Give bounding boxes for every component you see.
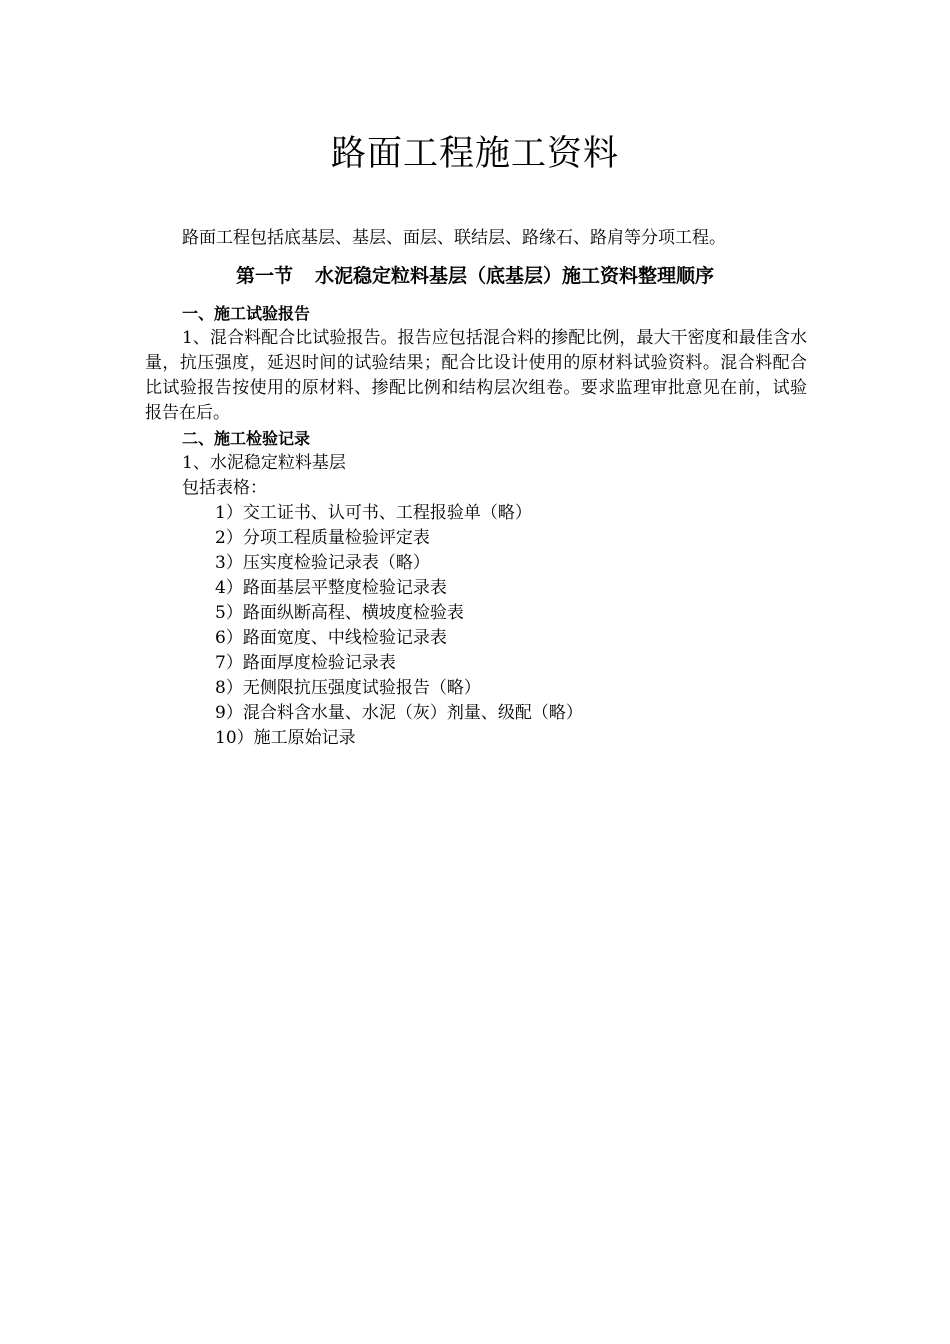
subheading-test-reports: 一、施工试验报告 (182, 304, 311, 323)
list-item: 1）交工证书、认可书、工程报验单（略） (215, 503, 532, 523)
form-list (145, 501, 807, 751)
section-body (145, 301, 807, 751)
list-item: 5）路面纵断高程、横坡度检验表 (215, 603, 464, 623)
list-item: 4）路面基层平整度检验记录表 (215, 578, 447, 598)
list-item: 6）路面宽度、中线检验记录表 (215, 628, 447, 648)
list-item: 3）压实度检验记录表（略） (215, 553, 430, 573)
subheading-inspection-records: 二、施工检验记录 (182, 429, 311, 448)
list-intro: 包括表格： (182, 478, 267, 498)
list-item: 2）分项工程质量检验评定表 (215, 528, 430, 548)
list-item: 7）路面厚度检验记录表 (215, 653, 396, 673)
list-item: 10）施工原始记录 (215, 728, 356, 748)
section-number: 第一节 (235, 265, 293, 287)
list-item: 8）无侧限抗压强度试验报告（略） (215, 678, 481, 698)
section-heading (0, 262, 950, 290)
test-report-paragraph: 1、混合料配合比试验报告。报告应包括混合料的掺配比例，最大干密度和最佳含水量，抗压强度，延迟时间的试验结果；配合比设计使用的原材料试验资料。混合料配合比试验报告按使用的原材料、掺配比例和结构层次组卷。要求监理审批意见在前，试验报告在后。 (145, 328, 807, 423)
intro-paragraph: 路面工程包括底基层、基层、面层、联结层、路缘石、路肩等分项工程。 (182, 228, 726, 248)
list-item: 9）混合料含水量、水泥（灰）剂量、级配（略） (215, 703, 583, 723)
inspection-item-title: 1、水泥稳定粒料基层 (182, 453, 346, 473)
document-title: 路面工程施工资料 (330, 134, 619, 174)
section-title-text: 水泥稳定粒料基层（底基层）施工资料整理顺序 (315, 265, 715, 287)
